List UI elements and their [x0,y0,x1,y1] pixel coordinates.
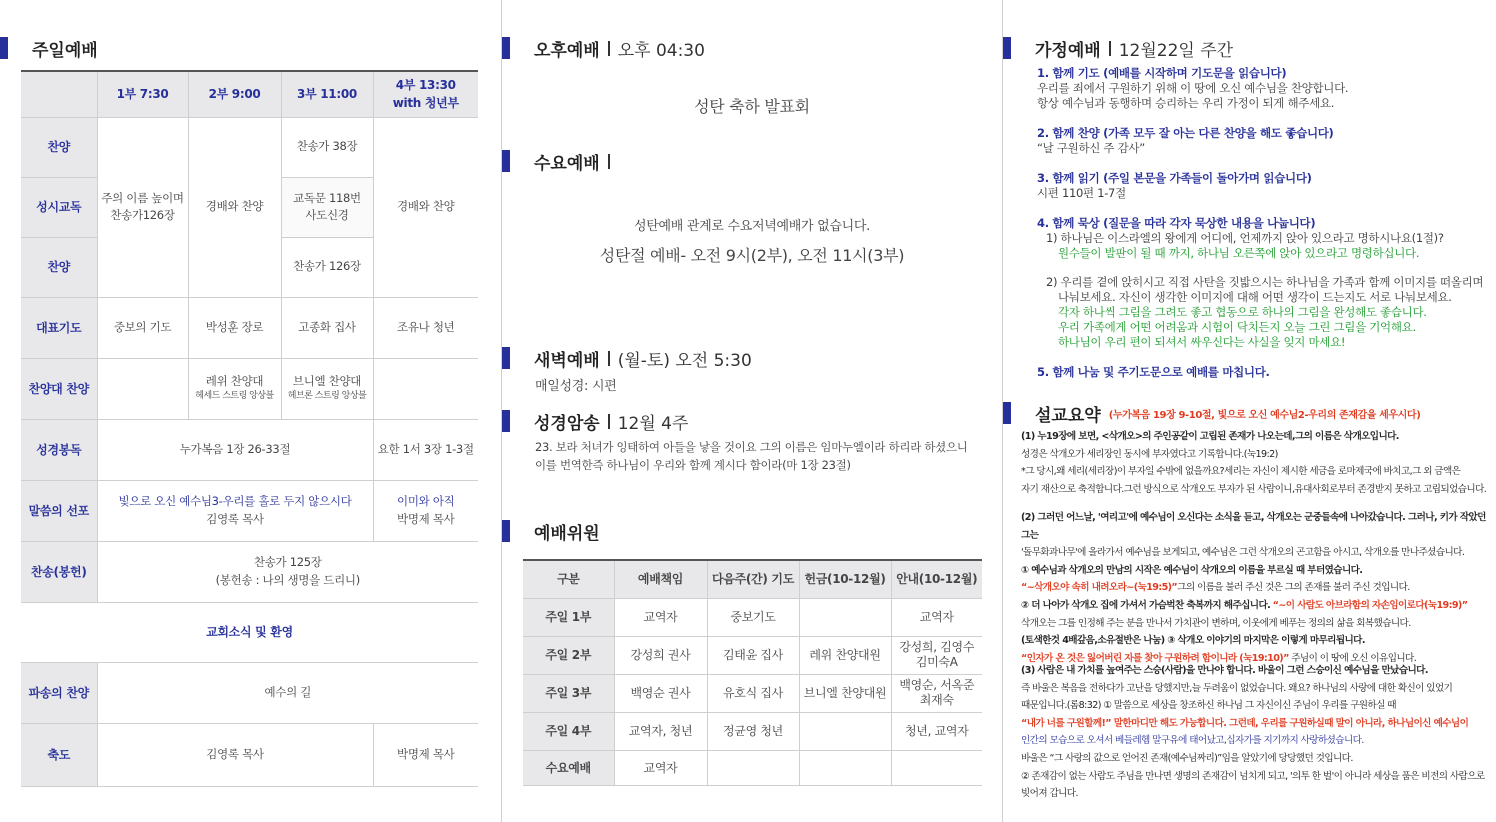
staff-cell-service4-4: 청년, 교역자 [891,712,982,750]
choir-levi-ensemble: 헤세드 스트링 앙상블 [195,391,274,402]
services-column [501,0,1001,822]
church-news: 교회소식 및 환영 [21,602,478,662]
answer-1: 원수들이 발판이 될 때 까지, 하나님 오른쪽에 앉아 있으라고 명령하십니다. [1058,246,1420,260]
staff-cell-service2-0: 주일 2부 [523,636,614,674]
family-week: 12월22일 주간 [1118,40,1234,61]
section-marker [502,410,510,432]
header-service-4 [373,71,478,117]
sermon-paragraph-1 [1021,428,1491,498]
step-sing-line1: “날 구원하신 주 감사” [1037,141,1145,155]
header-service-1: 1부 7:30 [97,71,188,117]
row-label-scripture: 성경봉독 [21,419,97,480]
header-service-4-note: with 청년부 [392,96,459,111]
sermon-summary-header [1003,402,1420,424]
choir-peniel: 브니엘 찬양대 [292,374,362,389]
memorization-week: 12월 4주 [617,413,689,434]
staff-cell-service3-0: 주일 3부 [523,674,614,712]
service2-praise-cell: 경배와 찬양 [188,117,281,297]
choir-service-4 [373,358,478,419]
p3-line4-text: “내가 너를 구원할께!” 말한마디만 해도 가능합니다. 그런데, 우리를 구원하실때 말이 아니라, 하나님이신 예수님이 [1021,717,1469,729]
sunday-worship-table [21,70,478,787]
step-read-line1: 시편 110편 1-7절 [1037,186,1126,200]
row-label-praise: 찬양 [21,117,97,177]
section-marker [502,347,510,369]
question-2-line2: 나눠보세요. 자신이 생각한 이미지에 대해 어떤 생각이 드는지도 서로 나눠보세요. [1058,290,1452,304]
wednesday-title: 수요예배 [534,153,600,174]
apostles-creed: 사도신경 [305,208,349,222]
staff-cell-wednesday-0: 수요예배 [523,750,614,785]
afternoon-title: 오후예배 [534,40,600,61]
staff-cell-service1-4: 교역자 [891,598,982,636]
staff-row-service1 [523,598,982,636]
answer-2-line1: 각자 하나씩 그림을 그려도 좋고 협동으로 하나의 그림을 완성해도 좋습니다. [1058,305,1427,319]
p1-line1: (1) 누19장에 보면, <삭개오>의 주인공같이 고립된 존재가 나오는데,그의 이름은 삭개오입니다. [1021,431,1399,442]
step-meditate [1037,216,1492,350]
staff-cell-service1-2: 중보기도 [707,598,799,636]
p2-line7: (토색한것 4배갚음,소유절반은 나눔) ③ 삭개오 이야기의 마지막은 이렇게 마무리됩니다. [1021,635,1365,647]
p1-line2: 성경은 삭개오가 세리장인 동시에 부자였다고 기록합니다.(눅19:2) [1021,448,1278,460]
sending-praise: 예수의 길 [97,662,478,723]
p1-line4: 자기 재산으로 축적합니다.그런 방식으로 삭개오도 부자가 된 사람이니,유대사회로부터 존경받지 못하고 고립되었습니다. [1021,483,1487,495]
step-read [1037,171,1492,201]
memorization-title: 성경암송 [534,413,600,434]
corner-cell [21,71,97,117]
p2-line5: ② 더 나아가 삭개오 집에 가셔서 가슴벅찬 축복까지 해주십니다. “~이 사람도 아브라함의 자손임이로다(눅19:9)” [1021,599,1468,611]
sunday-worship-header [0,37,98,59]
staff-row-wednesday [523,750,982,785]
daily-bible: 매일성경: 시편 [535,379,617,394]
staff-cell-wednesday-4 [891,750,982,785]
section-marker [502,37,510,59]
p2-line6: 삭개오는 그를 인정해 주는 분을 만나서 가치관이 변하며, 이웃에게 베푸는 정의의 삶을 회복했습니다. [1021,617,1411,629]
p1-line3: *그 당시,왜 세리(세리장)이 부자일 수밖에 없을까요?세리는 자신이 제시한 세금을 로마제국에 바치고,그 외 금액은 [1021,466,1461,478]
section-marker [502,150,510,172]
step-pray-title: 1. 함께 기도 (예배를 시작하며 기도문을 읽습니다) [1037,66,1287,80]
row-label-sermon: 말씀의 선포 [21,480,97,541]
section-marker [1003,402,1011,424]
sunday-worship-column [0,0,500,822]
scripture-main: 누가복음 1장 26-33절 [97,419,373,480]
step-pray-line1: 우리를 죄에서 구원하기 위해 이 땅에 오신 예수님을 찬양합니다. [1037,81,1349,95]
p2-line2: '돌무화과나무'에 올라가서 예수님을 보게되고, 예수님은 그런 삭개오의 곤고함을 아시고, 삭개오를 만나주셨습니다. [1021,547,1465,559]
p2-line4 [1021,579,1491,597]
choir-levi: 레위 찬양대 [205,374,264,389]
sermon-4-title: 이미와 아직 [397,494,455,509]
row-label-responsive-reading: 성시교독 [21,177,97,237]
section-marker [502,520,510,542]
service3-responsive-reading [281,177,373,237]
staff-cell-service3-2: 유호식 집사 [707,674,799,712]
staff-cell-service1-0: 주일 1부 [523,598,614,636]
staff-cell-service1-1: 교역자 [614,598,707,636]
staff-cell-service4-0: 주일 4부 [523,712,614,750]
sermon-paragraph-2 [1021,509,1491,667]
staff-header-usher: 안내(10-12월) [891,560,982,598]
offering-hymn: 찬송가 125장 [253,555,322,570]
wednesday-notice: 성탄예배 관계로 수요저녁예배가 없습니다. [634,219,870,234]
staff-cell-service2-3: 레위 찬양대원 [799,636,891,674]
step-meditate-title: 4. 함께 묵상 (질문을 따라 각자 묵상한 내용을 나눕니다) [1037,216,1316,230]
choir-hebron-ensemble: 헤브론 스트링 앙상블 [287,391,367,402]
dawn-time: (월-토) 오전 5:30 [617,350,752,371]
afternoon-event: 성탄 축하 발표회 [694,97,810,116]
p3-line7: ② 존재감이 없는 사람도 주님을 만나면 생명의 존재감이 넘치게 되고, '의투 한 벌'이 아니라 세상을 품은 비전의 사람으로 [1021,770,1485,782]
afternoon-time: 오후 04:30 [617,40,705,61]
prayer-service-2: 박성훈 장로 [188,297,281,358]
answer-2-line2: 우리 가족에게 어떤 어려움과 시험이 닥치든지 오늘 그린 그림을 기억해요. [1058,320,1416,334]
p2-line4-text: 그의 이름을 불러 주신 것은 그의 존재를 불러 주신 것입니다. [1177,582,1410,594]
quote-seek-and-save: “인자가 온 것은 잃어버린 자를 찾아 구원하려 함이니라 (눅19:10)” [1021,652,1289,664]
wednesday-header [502,150,618,172]
section-marker [0,37,8,59]
prayer-service-4: 조유나 청년 [373,297,478,358]
worship-staff-table [523,559,982,786]
staff-header-offering: 헌금(10-12월) [799,560,891,598]
row-label-prayer: 대표기도 [21,297,97,358]
family-header [1003,37,1233,59]
staff-title: 예배위원 [534,523,600,544]
afternoon-header [502,37,705,59]
staff-header [502,520,600,542]
p2-line8-text: 주님이 이 땅에 오신 이유입니다. [1291,652,1417,664]
step-share-title: 5. 함께 나눔 및 주기도문으로 예배를 마칩니다. [1037,365,1270,379]
header-service-3: 3부 11:00 [281,71,373,117]
staff-header-leader: 예배책임 [614,560,707,598]
row-label-sending-praise: 파송의 찬양 [21,662,97,723]
staff-cell-service2-1: 강성희 권사 [614,636,707,674]
row-label-praise-2: 찬양 [21,237,97,297]
row-label-benediction: 축도 [21,723,97,786]
answer-2-line3: 하나님이 우리 편이 되셔서 싸우신다는 사실을 잊지 마세요! [1058,335,1346,349]
christmas-schedule: 성탄절 예배- 오전 9시(2부), 오전 11시(3부) [599,246,905,265]
step-pray [1037,66,1492,111]
choir-service-1 [97,358,188,419]
sermon-title: 빛으로 오신 예수님3-우리를 홀로 두지 않으시다 [118,494,352,509]
sermon-service-4 [373,480,478,541]
p3-line5: 인간의 모습으로 오셔서 베들레헴 말구유에 태어났고,십자가를 지기까지 사랑하셨습니다. [1021,735,1364,747]
row-label-choir: 찬양대 찬양 [21,358,97,419]
staff-header-category: 구분 [523,560,614,598]
step-pray-line2: 항상 예수님과 동행하며 승리하는 우리 가정이 되게 해주세요. [1037,96,1335,110]
section-marker [1003,37,1011,59]
p2-line3: ① 예수님과 삭개오의 만남의 시작은 예수님이 삭개오의 이름을 부르실 때 부터였습니다. [1021,564,1363,576]
memorization-header [502,410,688,432]
header-service-4-time: 4부 13:30 [395,78,456,93]
p3-line2: 즉 바울은 복음을 전하다가 고난을 당했지만,늘 두려움이 없었습니다. 왜요? 하나님의 사랑에 대한 확신이 있었기 [1021,682,1453,694]
staff-row-service2 [523,636,982,674]
prayer-service-1: 중보의 기도 [97,297,188,358]
staff-cell-service3-3: 브니엘 찬양대원 [799,674,891,712]
staff-row-service4 [523,712,982,750]
step-sing-title: 2. 함께 찬양 (가족 모두 잘 아는 다른 찬양을 해도 좋습니다) [1037,126,1334,140]
staff-cell-service2-4: 강성희, 김영수 김미숙A [891,636,982,674]
family-worship-column [1002,0,1496,822]
sermon-main [97,480,373,541]
question-2-line1: 2) 우리를 곁에 앉히시고 직접 사탄을 짓밟으시는 하나님을 가족과 함께 이미지를 떠올리며 [1046,275,1484,289]
question-1: 1) 하나님은 이스라엘의 왕에게 어디에, 언제까지 앉아 있으라고 명하시나요(1절)? [1046,231,1444,245]
p3-line1: (3) 사람은 내 가치를 높여주는 스승(사람)을 만나야 합니다. 바울이 그런 스승이신 예수님을 만났습니다. [1021,665,1428,676]
prayer-service-3: 고종화 집사 [281,297,373,358]
step-read-title: 3. 함께 읽기 (주일 본문을 가족들이 돌아가며 읽습니다) [1037,171,1312,185]
scripture-service-4: 요한 1서 3장 1-3절 [373,419,478,480]
sermon-preacher: 김영록 목사 [206,511,264,526]
benediction-service-4: 박명제 목사 [373,723,478,786]
service4-praise-cell: 경배와 찬양 [373,117,478,297]
dawn-title: 새벽예배 [534,350,600,371]
p2-line1: (2) 그러던 어느날, '여리고'에 예수님이 오신다는 소식을 듣고, 삭개오는 군중들속에 나아갔습니다. 그러나, 키가 작았던 그는 [1021,512,1486,541]
staff-cell-wednesday-2 [707,750,799,785]
staff-cell-wednesday-1: 교역자 [614,750,707,785]
step-sing [1037,126,1492,156]
staff-header-prayer: 다음주(간) 기도 [707,560,799,598]
staff-row-service3 [523,674,982,712]
staff-cell-wednesday-3 [799,750,891,785]
p3-line8: 빚어져 갑니다. [1021,788,1078,800]
row-label-offering: 찬송(봉헌) [21,541,97,602]
choir-service-3 [281,358,373,419]
service1-praise-cell [97,117,188,297]
header-service-2: 2부 9:00 [188,71,281,117]
reading-number: 교독문 118번 [293,190,361,205]
sermon-4-preacher: 박명제 목사 [397,511,455,526]
p3-line6-text: 바울은 “그 사랑의 값으로 얻어진 존재(예수님짜리)”임을 알았기에 당당했던 것입니다. [1021,752,1353,764]
memory-verse-line1: 23. 보라 처녀가 잉태하여 아들을 낳을 것이요 그의 이름은 임마누엘이라 하리라 하셨으니 [535,440,968,454]
quote-son-of-abraham: “~이 사람도 아브라함의 자손임이로다(눅19:9)” [1272,599,1468,611]
p3-line3: 때문입니다.(롬8:32) ① 말씀으로 세상을 창조하신 하나님 그 자신이신 주님이 우리를 구원하실 때 [1021,700,1396,712]
sermon-paragraph-3 [1021,662,1491,803]
service3-hymn-126: 찬송가 126장 [281,237,373,297]
memory-verse-line2: 이를 번역한즉 하나님이 우리와 함께 계시다 함이라(마 1장 23절) [535,458,851,472]
family-title: 가정예배 [1035,40,1101,61]
staff-cell-service4-1: 교역자, 청년 [614,712,707,750]
dawn-header [502,347,752,369]
offering-song: (봉헌송 : 나의 생명을 드리니) [215,572,360,587]
service3-hymn-38: 찬송가 38장 [281,117,373,177]
step-share [1037,365,1492,380]
benediction-main: 김영록 목사 [97,723,373,786]
offering-cell [97,541,478,602]
staff-cell-service1-3 [799,598,891,636]
sermon-summary-title: 설교요약 [1035,405,1101,426]
choir-service-2 [188,358,281,419]
staff-cell-service3-1: 백영순 권사 [614,674,707,712]
service1-praise-line2: 찬송가126장 [110,208,175,222]
p3-line6 [1021,750,1491,768]
p3-line4 [1021,715,1491,733]
staff-cell-service4-2: 정균영 청년 [707,712,799,750]
sermon-summary-subtitle: (누가복음 19장 9-10절, 빛으로 오신 예수님2-우리의 존재감을 세우시다) [1108,409,1421,421]
sunday-worship-title: 주일예배 [32,40,98,61]
staff-cell-service3-4: 백영순, 서옥준 최재숙 [891,674,982,712]
service1-praise-line1: 주의 이름 높이며 [101,190,184,205]
staff-cell-service2-2: 김태윤 집사 [707,636,799,674]
staff-cell-service4-3 [799,712,891,750]
quote-zacchaeus-come-down: “~삭개오야 속히 내려오라~(눅19:5)” [1021,582,1178,594]
